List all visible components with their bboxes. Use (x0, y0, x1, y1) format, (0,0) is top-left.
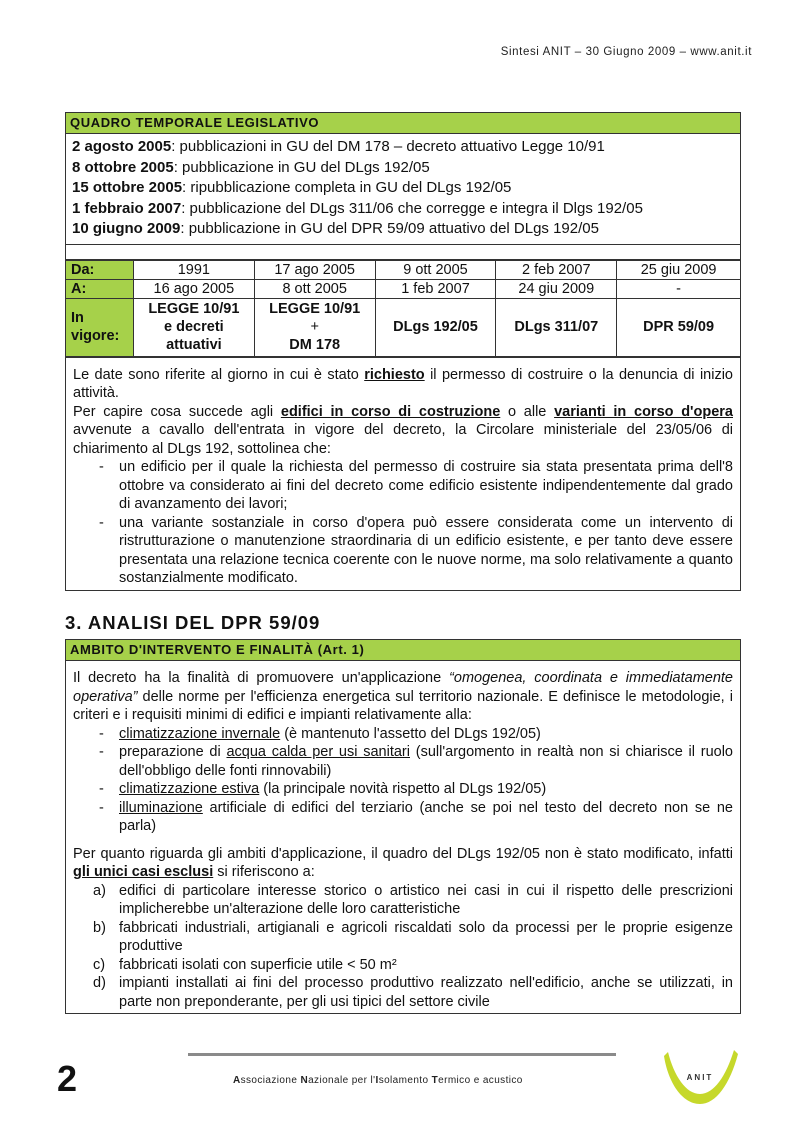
list-item: d) impianti installati ai fini del processo produttivo realizzato nell'edificio, anche se utilizzati, in parte non preponderante, per gli usi tipici del settore civile (93, 975, 733, 1010)
section-title: 3. ANALISI DEL DPR 59/09 (65, 612, 321, 633)
table-cell: 1991 (133, 260, 254, 279)
timeline-entry: 2 agosto 2005: pubblicazioni in GU del DM 178 – decreto attuativo Legge 10/91 (72, 138, 605, 155)
list-item: - preparazione di acqua calda per usi sanitari (sull'argomento in realtà non si chiarisce il ruolo dell'obbligo delle fonti rinnovabili) (99, 743, 733, 780)
law-cell: DLgs 192/05 (375, 298, 496, 356)
timeline-entry: 8 ottobre 2005: pubblicazione in GU del DLgs 192/05 (72, 158, 430, 176)
notes-table (65, 357, 741, 591)
page-number: 2 (57, 1058, 78, 1099)
exclusions-list (73, 882, 733, 1012)
timeline-box (65, 112, 741, 591)
da-label: Da: (66, 260, 134, 279)
law-cell: DLgs 311/07 (496, 298, 617, 356)
footer-divider (188, 1053, 616, 1056)
law-cell: LEGGE 10/91 e decreti attuativi (133, 298, 254, 356)
table-cell: 1 feb 2007 (375, 279, 496, 298)
list-item: - un edificio per il quale la richiesta del permesso di costruire sia stata presentata prima dell'8 ottobre va considerato ai fini del decreto come edificio esistente indipendentemente dal grado di avanzamento dei lavori; (99, 458, 733, 514)
running-header: Sintesi ANIT – 30 Giugno 2009 – www.anit.it (500, 46, 752, 58)
ambito-table (65, 639, 741, 1014)
notes-list (73, 458, 733, 588)
ambito-text (66, 661, 741, 1014)
notes-text (66, 357, 741, 590)
anit-logo-icon (660, 1046, 740, 1112)
list-item: c) fabbricati isolati con superficie utile < 50 m² (93, 956, 397, 973)
table-cell: 17 ago 2005 (254, 260, 375, 279)
table-cell: 8 ott 2005 (254, 279, 375, 298)
list-item: - una variante sostanziale in corso d'opera può essere considerata come un intervento di ristrutturazione o manutenzione straordinaria di un edificio esistente, e per tanto deve essere presentata una relazione tecnica coerente con le nuove norme, ma solo relativamente a quanto sostanzialmente modificato. (99, 514, 733, 588)
law-cell: DPR 59/09 (617, 298, 741, 356)
timeline-entry: 1 febbraio 2007: pubblicazione del DLgs 311/06 che corregge e integra il Dlgs 192/05 (72, 199, 643, 217)
notes-paragraph: Per capire cosa succede agli edifici in corso di costruzione o alle varianti in corso d'opera avvenute a cavallo dell'entrata in vigore del decreto, la Circolare ministeriale del 23/05/06 di chiarimento al DLgs 192, sottolinea che: (73, 403, 733, 457)
list-item: b) fabbricati industriali, artigianali e agricoli riscaldati solo da processi per le proprie esigenze produttive (93, 919, 733, 954)
list-item: a) edifici di particolare interesse storico o artistico nei casi in cui il rispetto delle prescrizioni implicherebbe un'alterazione delle loro caratteristiche (93, 882, 733, 917)
logo-text: ANIT (686, 1073, 714, 1082)
association-name: Associazione Nazionale per l'Isolamento Termico e acustico (233, 1075, 523, 1086)
vigore-label: In vigore: (66, 298, 134, 356)
a-label: A: (66, 279, 134, 298)
table-cell: 9 ott 2005 (375, 260, 496, 279)
validity-table (65, 260, 741, 357)
timeline-entries (66, 134, 741, 245)
ambito-title: AMBITO D'INTERVENTO E FINALITÀ (Art. 1) (66, 640, 741, 661)
law-cell: LEGGE 10/91 + DM 178 (254, 298, 375, 356)
table-cell: 2 feb 2007 (496, 260, 617, 279)
list-item: - climatizzazione estiva (la principale novità rispetto al DLgs 192/05) (99, 780, 733, 799)
list-item: - climatizzazione invernale (è mantenuto l'assetto del DLgs 192/05) (99, 725, 733, 744)
ambito-paragraph: Per quanto riguarda gli ambiti d'applicazione, il quadro del DLgs 192/05 non è stato modificato, infatti gli unici casi esclusi si riferiscono a: (73, 845, 733, 880)
table-cell: - (617, 279, 741, 298)
timeline-entry: 15 ottobre 2005: ripubblicazione completa in GU del DLgs 192/05 (72, 179, 512, 196)
list-item: - illuminazione artificiale di edifici del terziario (anche se poi nel testo del decreto non se ne parla) (99, 799, 733, 836)
timeline-entry: 10 giugno 2009: pubblicazione in GU del DPR 59/09 attuativo del DLgs 192/05 (72, 220, 599, 237)
table-cell: 16 ago 2005 (133, 279, 254, 298)
table-cell: 24 giu 2009 (496, 279, 617, 298)
notes-paragraph: Le date sono riferite al giorno in cui è stato richiesto il permesso di costruire o la denuncia di inizio attività. (73, 366, 733, 401)
timeline-title: QUADRO TEMPORALE LEGISLATIVO (66, 113, 741, 134)
ambito-paragraph: Il decreto ha la finalità di promuovere un'applicazione “omogenea, coordinata e immediatamente operativa” delle norme per l'efficienza energetica sul territorio nazionale. E definisce le metodologie, i criteri e i requisiti minimi di edifici e impianti relativamente alla: (73, 670, 733, 723)
ambito-box (65, 639, 741, 1014)
ambito-list (73, 725, 733, 836)
table-cell: 25 giu 2009 (617, 260, 741, 279)
timeline-table (65, 112, 741, 260)
